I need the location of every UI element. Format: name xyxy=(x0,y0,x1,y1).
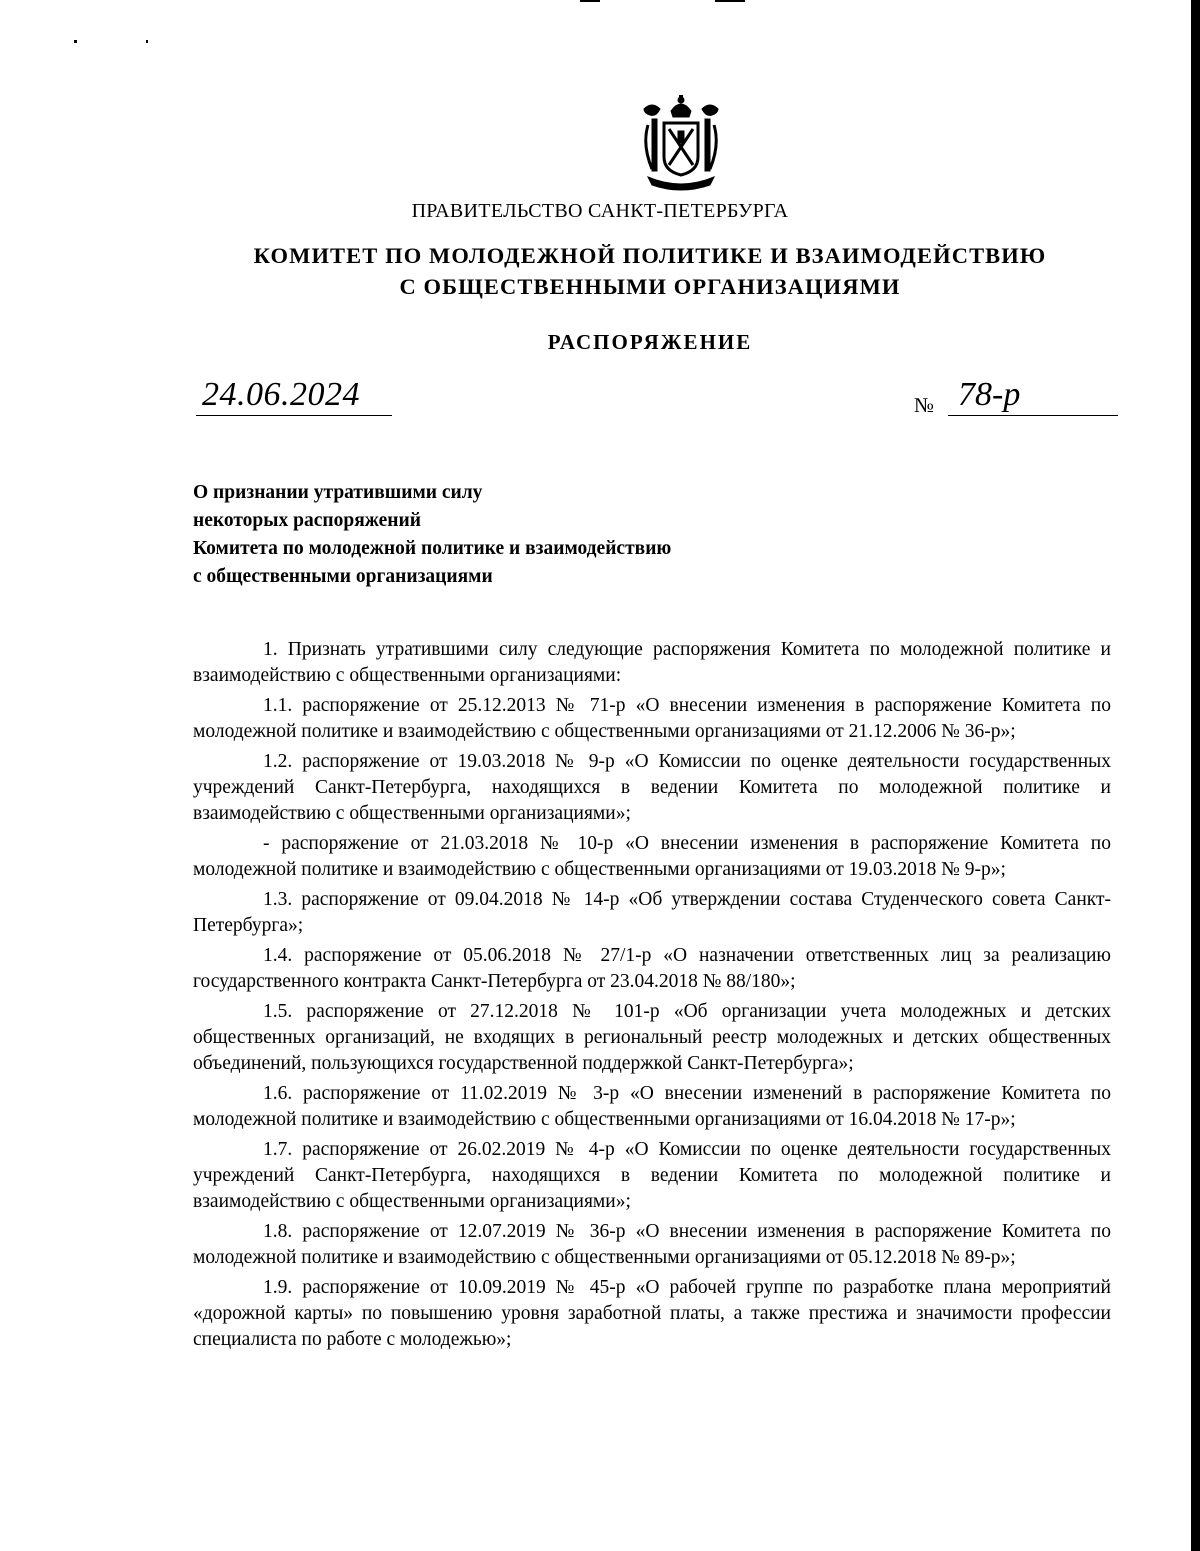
scan-mark xyxy=(580,0,600,2)
subject-line: некоторых распоряжений xyxy=(193,510,422,531)
scan-mark xyxy=(74,40,77,43)
government-title: ПРАВИТЕЛЬСТВО САНКТ-ПЕТЕРБУРГА xyxy=(411,200,789,222)
committee-name-line1: КОМИТЕТ ПО МОЛОДЕЖНОЙ ПОЛИТИКЕ И ВЗАИМОДЕЙСТВИЮ xyxy=(253,243,1047,268)
body-paragraph: 1.1. распоряжение от 25.12.2013 № 71-р «О внесении изменения в распоряжение Комитета по молодежной политике и взаимодействию с общественными организациями от 21.12.2006 № 36-р»; xyxy=(193,695,1111,742)
subject-line: Комитета по молодежной политике и взаимодействию xyxy=(193,538,672,559)
committee-name xyxy=(0,240,1200,302)
body-paragraph: 1. Признать утратившими силу следующие распоряжения Комитета по молодежной политике и взаимодействию с общественными организациями: xyxy=(193,639,1111,686)
body-paragraph: 1.6. распоряжение от 11.02.2019 № 3-р «О внесении изменений в распоряжение Комитета по молодежной политике и взаимодействию с общественными организациями от 16.04.2018 № 17-р»; xyxy=(193,1083,1111,1130)
body-paragraph: - распоряжение от 21.03.2018 № 10-р «О внесении изменения в распоряжение Комитета по молодежной политике и взаимодействию с общественными организациями от 19.03.2018 № 9-р»; xyxy=(193,833,1111,880)
body-paragraph: 1.8. распоряжение от 12.07.2019 № 36-р «О внесении изменения в распоряжение Комитета по молодежной политике и взаимодействию с общественными организациями от 05.12.2018 № 89-р»; xyxy=(193,1221,1111,1268)
body-paragraph: 1.2. распоряжение от 19.03.2018 № 9-р «О Комиссии по оценке деятельности государственных учреждений Санкт-Петербурга, находящихся в ведении Комитета по молодежной политике и взаимодействию с общественными организациями»; xyxy=(193,751,1111,824)
body-paragraph: 1.7. распоряжение от 26.02.2019 № 4-р «О Комиссии по оценке деятельности государственных учреждений Санкт-Петербурга, находящихся в ведении Комитета по молодежной политике и взаимодействию с общественными организациями»; xyxy=(193,1139,1111,1212)
scan-mark xyxy=(715,0,745,2)
subject-line: О признании утратившими силу xyxy=(193,482,483,503)
body-paragraph: 1.3. распоряжение от 09.04.2018 № 14-р «Об утверждении состава Студенческого совета Санкт-Петербурга»; xyxy=(193,889,1111,936)
document-body xyxy=(193,637,1111,1357)
body-paragraph: 1.9. распоряжение от 10.09.2019 № 45-р «О рабочей группе по разработке плана мероприятий «дорожной карты» по повышению уровня заработной платы, а также престижа и значимости профессии специалиста по работе с молодежью»; xyxy=(193,1277,1111,1350)
subject-line: с общественными организациями xyxy=(193,566,493,587)
scan-mark xyxy=(146,40,148,43)
coat-of-arms-icon xyxy=(638,95,724,191)
document-type: РАСПОРЯЖЕНИЕ xyxy=(547,330,753,354)
committee-name-line2: С ОБЩЕСТВЕННЫМИ ОРГАНИЗАЦИЯМИ xyxy=(399,274,901,299)
document-date: 24.06.2024 xyxy=(196,375,392,416)
scan-edge xyxy=(1191,0,1200,1551)
number-sign: № xyxy=(914,393,935,417)
document-subject xyxy=(193,479,893,591)
number-value: 78-р xyxy=(948,375,1118,416)
body-paragraph: 1.4. распоряжение от 05.06.2018 № 27/1-р «О назначении ответственных лиц за реализацию государственного контракта Санкт-Петербурга от 23.04.2018 № 88/180»; xyxy=(193,945,1111,992)
body-paragraph: 1.5. распоряжение от 27.12.2018 № 101-р «Об организации учета молодежных и детских общественных организаций, не входящих в региональный реестр молодежных и детских общественных объединений, пользующихся государственной поддержкой Санкт-Петербурга»; xyxy=(193,1001,1111,1074)
